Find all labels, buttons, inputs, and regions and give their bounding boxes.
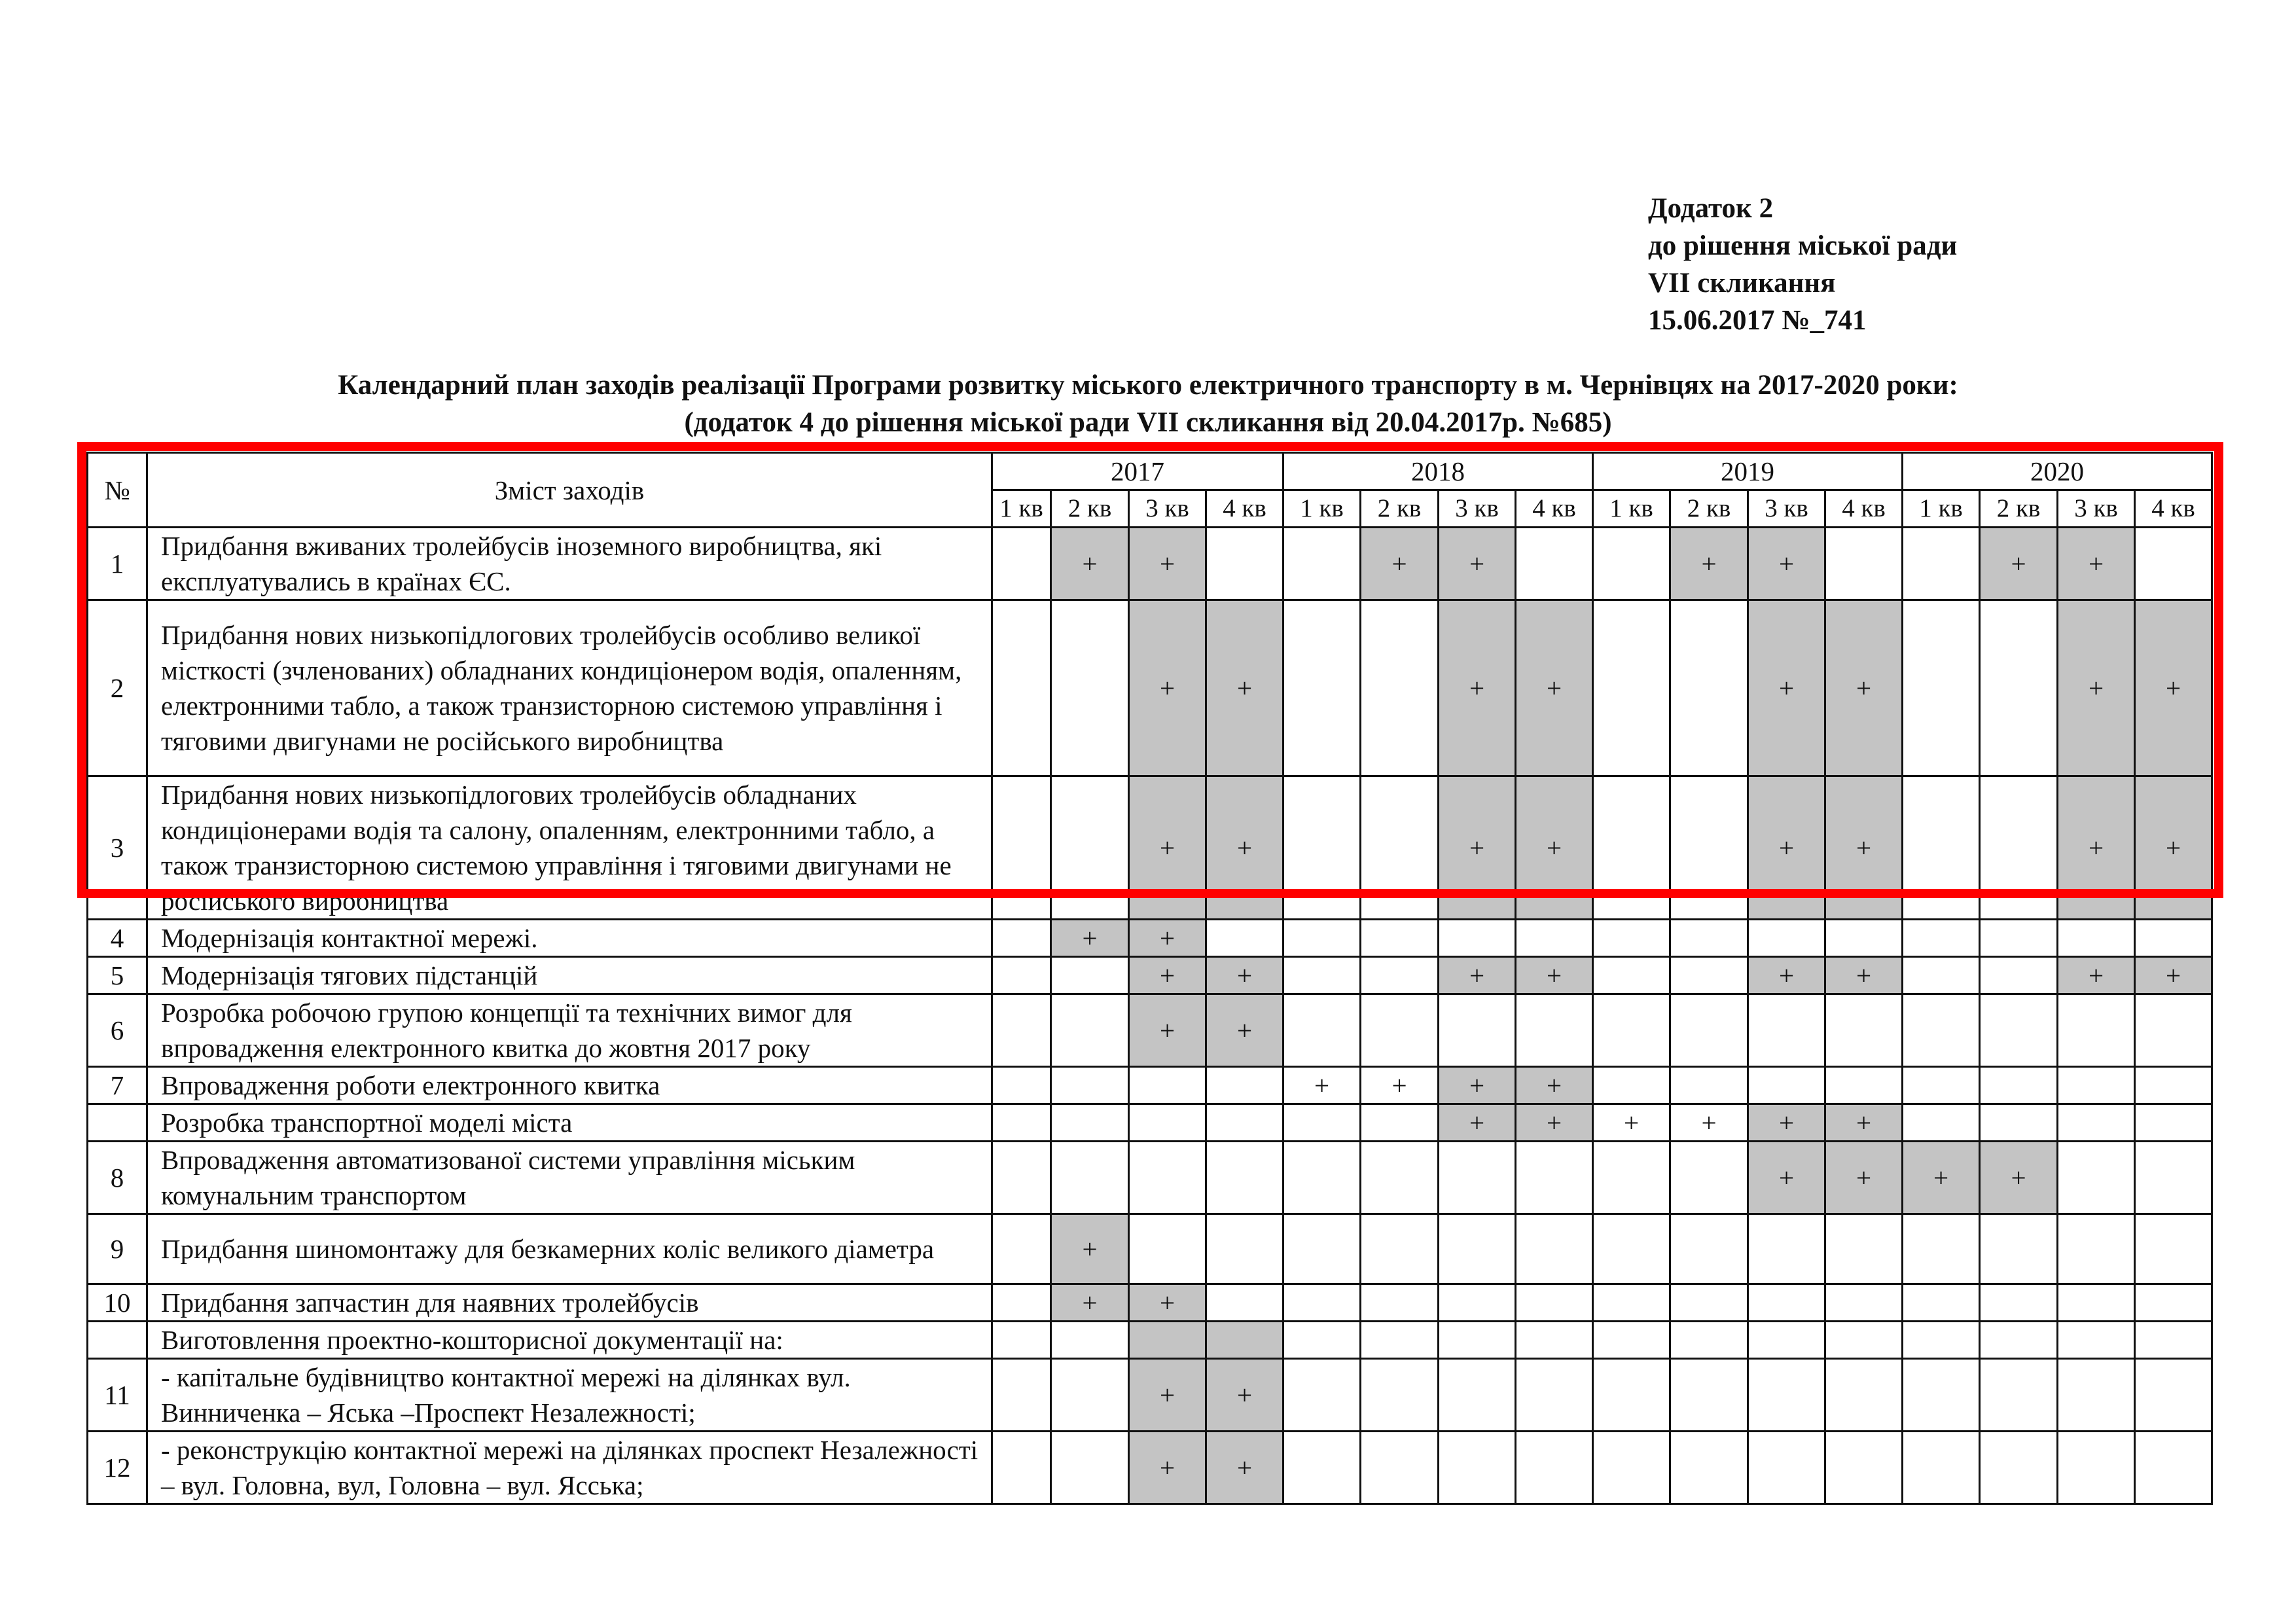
- quarter-cell: [1980, 920, 2058, 957]
- quarter-cell: [992, 1142, 1051, 1214]
- row-number: 1: [88, 528, 147, 600]
- quarter-cell: [1670, 1359, 1748, 1432]
- quarter-cell: [1980, 1214, 2058, 1284]
- quarter-cell-marked: +: [1206, 994, 1283, 1067]
- table-row: [88, 1142, 2212, 1214]
- quarter-cell: [1051, 957, 1129, 994]
- quarter-cell: [1748, 1432, 1825, 1504]
- header-quarter: 4 кв: [2135, 490, 2212, 528]
- row-activity: Розробка робочою групою концепції та технічних вимог для впровадження електронного квитка до жовтня 2017 року: [147, 994, 992, 1067]
- header-quarter: 3 кв: [1748, 490, 1825, 528]
- quarter-cell: [1439, 1322, 1516, 1359]
- quarter-cell: [1516, 1142, 1593, 1214]
- quarter-cell: [1748, 1322, 1825, 1359]
- quarter-cell-marked: +: [2058, 600, 2135, 776]
- quarter-cell: [1051, 600, 1129, 776]
- quarter-cell: [1206, 1142, 1283, 1214]
- header-quarter: 3 кв: [2058, 490, 2135, 528]
- quarter-cell: [1283, 1214, 1361, 1284]
- quarter-cell: [1516, 1432, 1593, 1504]
- quarter-cell: [1980, 1432, 2058, 1504]
- table-row: [88, 920, 2212, 957]
- row-activity: Модернізація контактної мережі.: [147, 920, 992, 957]
- quarter-cell: [1593, 1214, 1670, 1284]
- quarter-cell-marked: +: [1439, 600, 1516, 776]
- quarter-cell: [1825, 994, 1903, 1067]
- quarter-cell: [1051, 1359, 1129, 1432]
- row-number: 10: [88, 1284, 147, 1322]
- quarter-cell-marked: +: [1825, 776, 1903, 920]
- header-number: №: [88, 453, 147, 528]
- quarter-cell: [1825, 1322, 1903, 1359]
- quarter-cell: [2135, 1067, 2212, 1104]
- quarter-cell: [1670, 600, 1748, 776]
- row-number: 8: [88, 1142, 147, 1214]
- quarter-cell-marked: +: [1825, 600, 1903, 776]
- quarter-cell: [992, 600, 1051, 776]
- quarter-cell: [2135, 528, 2212, 600]
- quarter-cell: [1361, 1322, 1439, 1359]
- quarter-cell: [1283, 957, 1361, 994]
- quarter-cell-marked: +: [1748, 528, 1825, 600]
- row-number: 9: [88, 1214, 147, 1284]
- quarter-cell: [1593, 957, 1670, 994]
- quarter-cell: [1593, 1432, 1670, 1504]
- header-quarter: 3 кв: [1439, 490, 1516, 528]
- quarter-cell: [1980, 994, 2058, 1067]
- header-quarter: 2 кв: [1980, 490, 2058, 528]
- table-row: [88, 600, 2212, 776]
- quarter-cell-marked: +: [2058, 776, 2135, 920]
- quarter-cell: [1516, 1359, 1593, 1432]
- quarter-cell: [1593, 1284, 1670, 1322]
- quarter-cell-marked: +: [1361, 528, 1439, 600]
- quarter-cell: [1903, 1067, 1980, 1104]
- quarter-cell: [1980, 957, 2058, 994]
- quarter-cell-marked: +: [1516, 1067, 1593, 1104]
- quarter-cell: [1748, 994, 1825, 1067]
- quarter-cell-marked: +: [1825, 1104, 1903, 1142]
- row-activity: Модернізація тягових підстанцій: [147, 957, 992, 994]
- quarter-cell-marked: +: [1748, 1142, 1825, 1214]
- quarter-cell-marked: +: [1051, 1214, 1129, 1284]
- quarter-cell: [1439, 1142, 1516, 1214]
- quarter-cell: [1051, 1432, 1129, 1504]
- quarter-cell: [1361, 1432, 1439, 1504]
- quarter-cell: [1361, 1142, 1439, 1214]
- row-number: 12: [88, 1432, 147, 1504]
- quarter-cell: [1361, 994, 1439, 1067]
- header-quarter: 1 кв: [1593, 490, 1670, 528]
- quarter-cell-marked: +: [1980, 1142, 2058, 1214]
- quarter-cell-marked: +: [1129, 528, 1206, 600]
- quarter-cell-marked: +: [1516, 776, 1593, 920]
- quarter-cell: [1516, 528, 1593, 600]
- quarter-cell: [1051, 1322, 1129, 1359]
- quarter-cell-marked: +: [1051, 920, 1129, 957]
- row-activity: Придбання шиномонтажу для безкамерних коліс великого діаметра: [147, 1214, 992, 1284]
- quarter-cell: [1283, 1142, 1361, 1214]
- quarter-cell: [1748, 1067, 1825, 1104]
- quarter-cell: [1825, 1432, 1903, 1504]
- quarter-cell-marked: +: [1129, 957, 1206, 994]
- quarter-cell-marked: +: [1825, 957, 1903, 994]
- quarter-cell: [1593, 600, 1670, 776]
- quarter-cell: [2058, 1214, 2135, 1284]
- quarter-cell-marked: +: [1670, 528, 1748, 600]
- quarter-cell-marked: +: [1439, 528, 1516, 600]
- quarter-cell: [1283, 1432, 1361, 1504]
- quarter-cell: [1361, 1359, 1439, 1432]
- quarter-cell: [1206, 528, 1283, 600]
- quarter-cell: [992, 1284, 1051, 1322]
- quarter-cell: [992, 920, 1051, 957]
- quarter-cell-marked: +: [1439, 957, 1516, 994]
- quarter-cell: [1283, 776, 1361, 920]
- quarter-cell: [1903, 600, 1980, 776]
- quarter-cell: [2135, 994, 2212, 1067]
- quarter-cell-marked: +: [2135, 600, 2212, 776]
- quarter-cell-marked: +: [1903, 1142, 1980, 1214]
- quarter-cell: [1206, 1322, 1283, 1359]
- quarter-cell-marked: +: [1283, 1067, 1361, 1104]
- header-year: 2019: [1593, 453, 1903, 490]
- quarter-cell: [1516, 920, 1593, 957]
- quarter-cell: [1051, 776, 1129, 920]
- quarter-cell-marked: +: [1129, 1284, 1206, 1322]
- quarter-cell-marked: +: [1516, 600, 1593, 776]
- addendum-block: [1648, 190, 1957, 339]
- quarter-cell-marked: +: [1825, 1142, 1903, 1214]
- quarter-cell: [992, 1432, 1051, 1504]
- quarter-cell: [1283, 1284, 1361, 1322]
- quarter-cell: [1670, 994, 1748, 1067]
- addendum-line: VII скликання: [1648, 268, 1836, 298]
- quarter-cell: [992, 957, 1051, 994]
- quarter-cell: [1206, 1214, 1283, 1284]
- quarter-cell: [1980, 776, 2058, 920]
- quarter-cell: [1439, 1432, 1516, 1504]
- quarter-cell: [1129, 1214, 1206, 1284]
- quarter-cell: [2135, 1142, 2212, 1214]
- quarter-cell: [1670, 1214, 1748, 1284]
- quarter-cell: [1825, 1214, 1903, 1284]
- header-quarter: 3 кв: [1129, 490, 1206, 528]
- quarter-cell: [2058, 1104, 2135, 1142]
- quarter-cell: [1361, 600, 1439, 776]
- quarter-cell: [992, 1359, 1051, 1432]
- quarter-cell: [1361, 1104, 1439, 1142]
- quarter-cell: [1670, 1284, 1748, 1322]
- quarter-cell: [1903, 1214, 1980, 1284]
- quarter-cell: [1903, 994, 1980, 1067]
- quarter-cell: [1206, 1284, 1283, 1322]
- quarter-cell: [1670, 1142, 1748, 1214]
- header-quarter: 1 кв: [992, 490, 1051, 528]
- quarter-cell: [1516, 1322, 1593, 1359]
- quarter-cell: [1748, 1284, 1825, 1322]
- quarter-cell: [992, 528, 1051, 600]
- quarter-cell: [2058, 994, 2135, 1067]
- header-quarter: 4 кв: [1516, 490, 1593, 528]
- table-row: [88, 994, 2212, 1067]
- quarter-cell: [1439, 920, 1516, 957]
- quarter-cell: [1980, 1284, 2058, 1322]
- header-year: 2020: [1903, 453, 2212, 490]
- quarter-cell: [1283, 1322, 1361, 1359]
- quarter-cell: [1051, 1142, 1129, 1214]
- addendum-line: до рішення міської ради: [1648, 230, 1958, 261]
- quarter-cell: [1361, 776, 1439, 920]
- quarter-cell-marked: +: [1129, 600, 1206, 776]
- quarter-cell-marked: +: [1206, 776, 1283, 920]
- quarter-cell-marked: +: [1129, 776, 1206, 920]
- row-activity: Придбання запчастин для наявних тролейбусів: [147, 1284, 992, 1322]
- quarter-cell: [1593, 1359, 1670, 1432]
- row-activity: Впровадження автоматизованої системи управління міським комунальним транспортом: [147, 1142, 992, 1214]
- quarter-cell: [1903, 957, 1980, 994]
- row-activity: - капітальне будівництво контактної мережі на ділянках вул. Винниченка – Яська –Проспект Незалежності;: [147, 1359, 992, 1432]
- quarter-cell: [1283, 1104, 1361, 1142]
- quarter-cell: [1129, 1142, 1206, 1214]
- title-line-1: Календарний план заходів реалізації Програми розвитку міського електричного транспорту в м. Чернівцях на 2017-2020 роки:: [338, 370, 1958, 401]
- quarter-cell-marked: +: [1439, 776, 1516, 920]
- quarter-cell: [1825, 1359, 1903, 1432]
- quarter-cell: [1670, 920, 1748, 957]
- addendum-line: Додаток 2: [1648, 193, 1774, 224]
- quarter-cell: [1283, 920, 1361, 957]
- quarter-cell-marked: +: [1516, 1104, 1593, 1142]
- quarter-cell-marked: +: [1206, 1359, 1283, 1432]
- header-year: 2018: [1283, 453, 1593, 490]
- document-title: [0, 367, 2296, 441]
- quarter-cell-marked: +: [1051, 528, 1129, 600]
- quarter-cell-marked: +: [1206, 600, 1283, 776]
- quarter-cell: [2135, 1432, 2212, 1504]
- quarter-cell: [1361, 920, 1439, 957]
- quarter-cell: [1825, 920, 1903, 957]
- header-year: 2017: [992, 453, 1283, 490]
- quarter-cell-marked: +: [1748, 1104, 1825, 1142]
- quarter-cell: [1670, 776, 1748, 920]
- quarter-cell: [1361, 1284, 1439, 1322]
- quarter-cell: [1670, 1067, 1748, 1104]
- quarter-cell: [2135, 1359, 2212, 1432]
- quarter-cell: [1748, 1214, 1825, 1284]
- quarter-cell: [1670, 957, 1748, 994]
- quarter-cell: [2135, 1214, 2212, 1284]
- table-row: [88, 1067, 2212, 1104]
- quarter-cell: [1825, 1284, 1903, 1322]
- quarter-cell-marked: +: [1129, 920, 1206, 957]
- quarter-cell: [1361, 957, 1439, 994]
- quarter-cell-marked: +: [1206, 1432, 1283, 1504]
- title-line-2: (додаток 4 до рішення міської ради VII скликання від 20.04.2017р. №685): [684, 407, 1612, 438]
- table-row: [88, 1284, 2212, 1322]
- quarter-cell: [2135, 920, 2212, 957]
- table-row: [88, 1432, 2212, 1504]
- row-activity: Виготовлення проектно-кошторисної документації на:: [147, 1322, 992, 1359]
- quarter-cell: [1748, 920, 1825, 957]
- quarter-cell: [1283, 600, 1361, 776]
- row-number: [88, 1322, 147, 1359]
- header-quarter: 4 кв: [1206, 490, 1283, 528]
- quarter-cell-marked: +: [1439, 1104, 1516, 1142]
- table-row: [88, 776, 2212, 920]
- quarter-cell: [1593, 994, 1670, 1067]
- quarter-cell: [992, 776, 1051, 920]
- quarter-cell: [2135, 1104, 2212, 1142]
- quarter-cell: [1516, 1284, 1593, 1322]
- quarter-cell-marked: +: [1516, 957, 1593, 994]
- row-activity: Придбання нових низькопідлогових тролейбусів особливо великої місткості (зчленованих) обладнаних кондиціонером водія, опаленням, електронними табло, а також транзисторною системою управління і тяговими двигунами не російського виробництва: [147, 600, 992, 776]
- quarter-cell: [1129, 1322, 1206, 1359]
- header-quarter: 2 кв: [1051, 490, 1129, 528]
- header-row: [88, 453, 2212, 490]
- row-activity: Впровадження роботи електронного квитка: [147, 1067, 992, 1104]
- quarter-cell: [992, 1322, 1051, 1359]
- quarter-cell-marked: +: [2058, 957, 2135, 994]
- quarter-cell: [1283, 528, 1361, 600]
- quarter-cell: [992, 1214, 1051, 1284]
- table-row: [88, 1214, 2212, 1284]
- quarter-cell: [2058, 1067, 2135, 1104]
- quarter-cell: [1903, 776, 1980, 920]
- quarter-cell: [1051, 1067, 1129, 1104]
- quarter-cell: [992, 994, 1051, 1067]
- quarter-cell-marked: +: [1206, 957, 1283, 994]
- row-number: 4: [88, 920, 147, 957]
- quarter-cell: [1516, 994, 1593, 1067]
- row-activity: - реконструкцію контактної мережі на ділянках проспект Незалежності – вул. Головна, вул, Головна – вул. Ясська;: [147, 1432, 992, 1504]
- quarter-cell: [1593, 1067, 1670, 1104]
- quarter-cell: [2058, 920, 2135, 957]
- quarter-cell: [2058, 1284, 2135, 1322]
- calendar-plan-table: [86, 452, 2213, 1505]
- quarter-cell-marked: +: [2135, 776, 2212, 920]
- header-quarter: 1 кв: [1903, 490, 1980, 528]
- header-quarter: 4 кв: [1825, 490, 1903, 528]
- row-number: 5: [88, 957, 147, 994]
- header-quarter: 1 кв: [1283, 490, 1361, 528]
- addendum-line: 15.06.2017 №_741: [1648, 305, 1867, 336]
- quarter-cell: [1593, 920, 1670, 957]
- quarter-cell: [1825, 528, 1903, 600]
- quarter-cell-marked: +: [1593, 1104, 1670, 1142]
- row-number: [88, 1104, 147, 1142]
- quarter-cell-marked: +: [2135, 957, 2212, 994]
- table-row: [88, 528, 2212, 600]
- quarter-cell: [1903, 1104, 1980, 1142]
- quarter-cell-marked: +: [1439, 1067, 1516, 1104]
- quarter-cell-marked: +: [1980, 528, 2058, 600]
- quarter-cell: [1206, 1104, 1283, 1142]
- table-row: [88, 1104, 2212, 1142]
- quarter-cell-marked: +: [2058, 528, 2135, 600]
- quarter-cell-marked: +: [1361, 1067, 1439, 1104]
- quarter-cell: [2058, 1359, 2135, 1432]
- quarter-cell: [1670, 1432, 1748, 1504]
- quarter-cell: [1593, 1322, 1670, 1359]
- quarter-cell: [2058, 1322, 2135, 1359]
- quarter-cell: [1439, 1359, 1516, 1432]
- row-number: 11: [88, 1359, 147, 1432]
- quarter-cell-marked: +: [1129, 1432, 1206, 1504]
- quarter-cell-marked: +: [1748, 957, 1825, 994]
- quarter-cell: [992, 1067, 1051, 1104]
- quarter-cell: [1051, 1104, 1129, 1142]
- quarter-cell: [1206, 920, 1283, 957]
- header-quarter: 2 кв: [1361, 490, 1439, 528]
- quarter-cell: [1980, 1322, 2058, 1359]
- quarter-cell-marked: +: [1748, 600, 1825, 776]
- table-row: [88, 1359, 2212, 1432]
- quarter-cell: [1129, 1104, 1206, 1142]
- header-content: Зміст заходів: [147, 453, 992, 528]
- quarter-cell-marked: +: [1670, 1104, 1748, 1142]
- quarter-cell: [1903, 1322, 1980, 1359]
- quarter-cell: [1903, 1432, 1980, 1504]
- quarter-cell: [1825, 1067, 1903, 1104]
- row-activity: Розробка транспортної моделі міста: [147, 1104, 992, 1142]
- quarter-cell: [2135, 1322, 2212, 1359]
- table-row: [88, 1322, 2212, 1359]
- quarter-cell: [1980, 600, 2058, 776]
- quarter-cell: [1593, 776, 1670, 920]
- quarter-cell-marked: +: [1129, 1359, 1206, 1432]
- quarter-cell-marked: +: [1051, 1284, 1129, 1322]
- quarter-cell: [1516, 1214, 1593, 1284]
- table-row: [88, 957, 2212, 994]
- row-number: 2: [88, 600, 147, 776]
- quarter-cell: [1129, 1067, 1206, 1104]
- quarter-cell: [2135, 1284, 2212, 1322]
- quarter-cell: [1593, 528, 1670, 600]
- quarter-cell: [1980, 1104, 2058, 1142]
- row-activity: Придбання нових низькопідлогових тролейбусів обладнаних кондиціонерами водія та салону, опаленням, електронними табло, а також транзисторною системою управління і тяговими двигунами не російського виробництва: [147, 776, 992, 920]
- quarter-cell: [1051, 994, 1129, 1067]
- quarter-cell: [1748, 1359, 1825, 1432]
- quarter-cell: [1980, 1067, 2058, 1104]
- quarter-cell: [1283, 1359, 1361, 1432]
- row-activity: Придбання вживаних тролейбусів іноземного виробництва, які експлуатувались в країнах ЄС.: [147, 528, 992, 600]
- row-number: 3: [88, 776, 147, 920]
- quarter-cell: [1903, 920, 1980, 957]
- quarter-cell: [1980, 1359, 2058, 1432]
- quarter-cell: [1670, 1322, 1748, 1359]
- quarter-cell-marked: +: [1748, 776, 1825, 920]
- quarter-cell: [2058, 1432, 2135, 1504]
- row-number: 6: [88, 994, 147, 1067]
- quarter-cell: [1903, 1359, 1980, 1432]
- quarter-cell: [2058, 1142, 2135, 1214]
- header-quarter: 2 кв: [1670, 490, 1748, 528]
- quarter-cell: [1283, 994, 1361, 1067]
- quarter-cell: [1593, 1142, 1670, 1214]
- quarter-cell: [1361, 1214, 1439, 1284]
- quarter-cell: [992, 1104, 1051, 1142]
- quarter-cell-marked: +: [1129, 994, 1206, 1067]
- quarter-cell: [1206, 1067, 1283, 1104]
- quarter-cell: [1903, 528, 1980, 600]
- quarter-cell: [1903, 1284, 1980, 1322]
- quarter-cell: [1439, 1214, 1516, 1284]
- row-number: 7: [88, 1067, 147, 1104]
- quarter-cell: [1439, 994, 1516, 1067]
- quarter-cell: [1439, 1284, 1516, 1322]
